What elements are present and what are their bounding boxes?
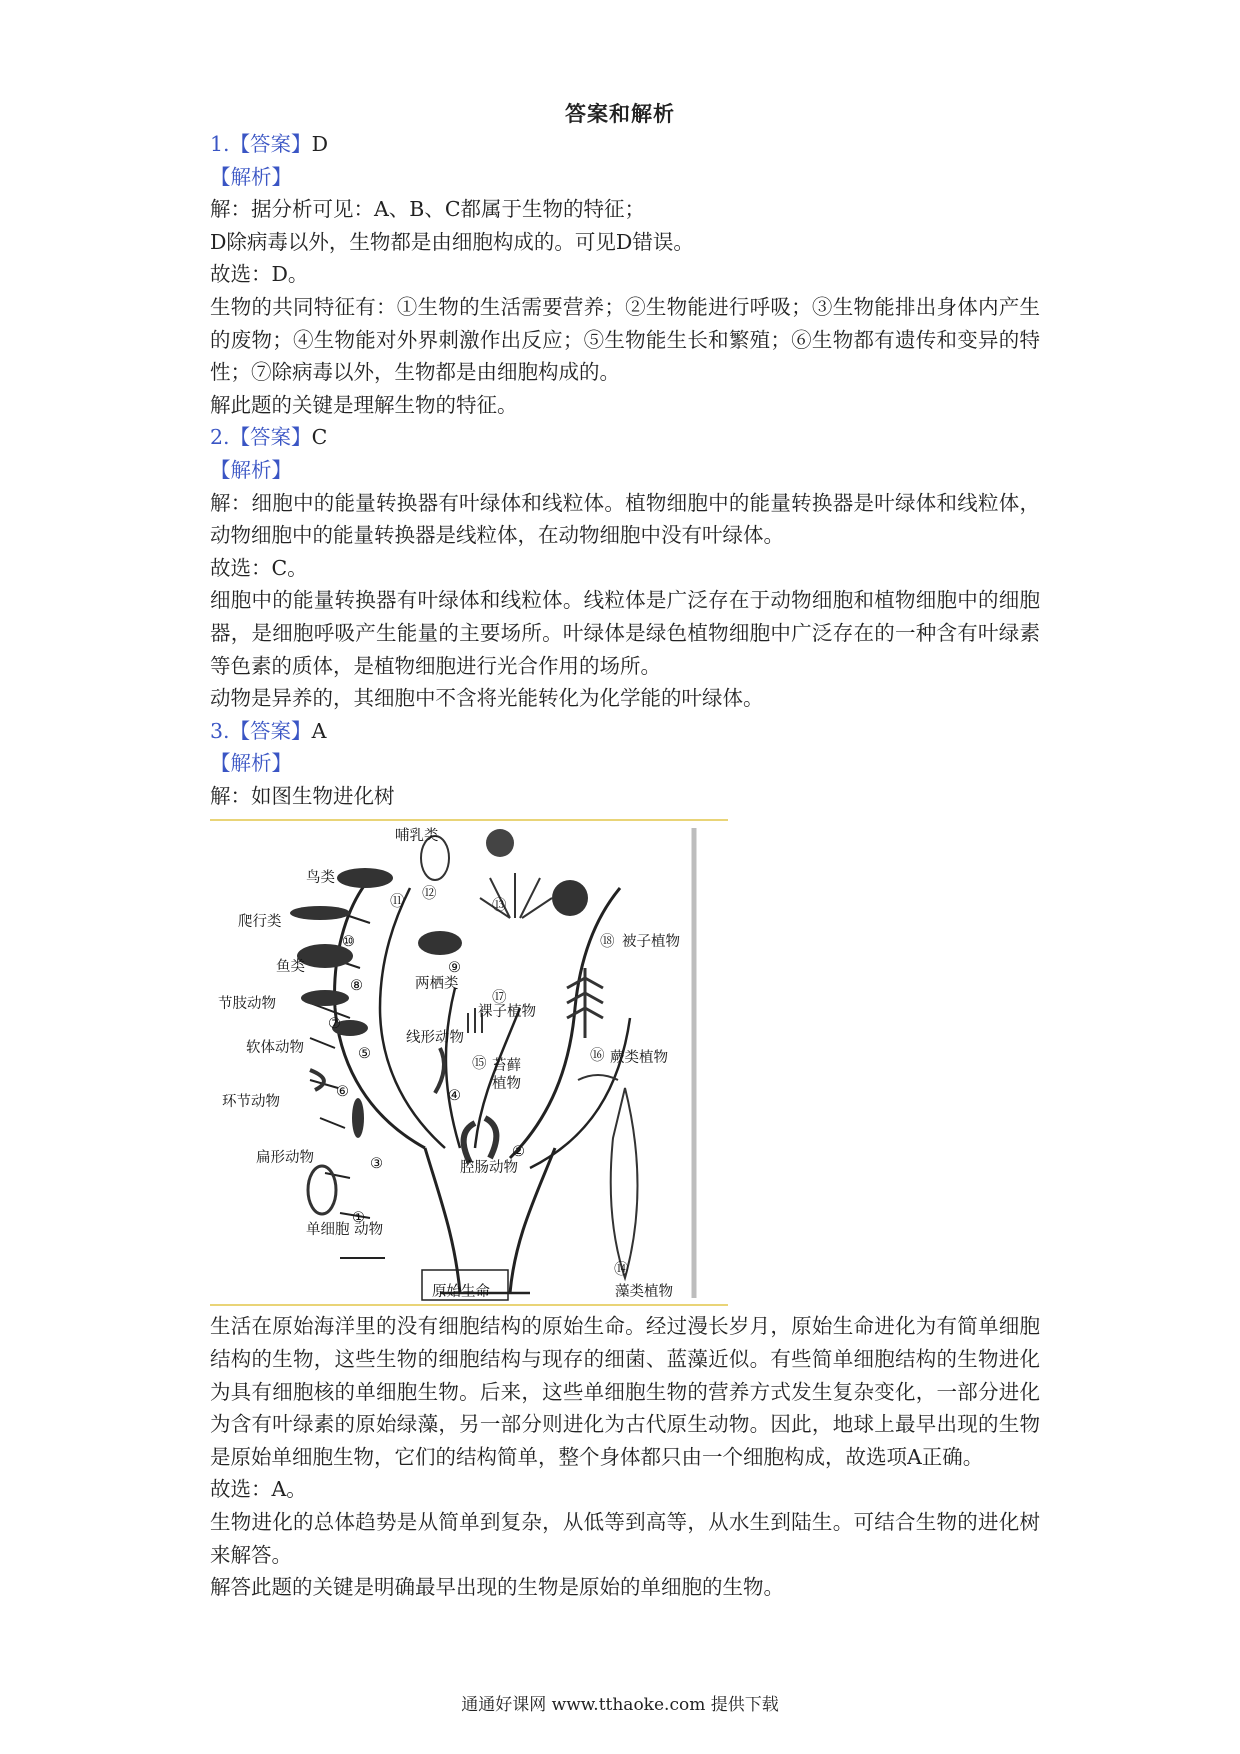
q2-text-3: 细胞中的能量转换器有叶绿体和线粒体。线粒体是广泛存在于动物细胞和植物细胞中的细胞器，是细胞呼吸产生能量的主要场所。叶绿体是绿色植物细胞中广泛存在的一种含有叶绿素等色素的质体，是植物细胞进行光合作用的场所。 [210, 588, 1040, 678]
algae-shape [611, 1088, 638, 1278]
node-number-16: ⑯ [590, 1048, 605, 1065]
node-number-4: ④ [448, 1088, 461, 1105]
node-number-9: ⑨ [448, 960, 461, 977]
q1-answer-tag: 【答案】 [229, 132, 312, 156]
middle-branch [446, 988, 460, 1148]
label-amphibian: 两栖类 [415, 976, 459, 993]
node-number-6: ⑥ [336, 1084, 349, 1101]
label-bird: 鸟类 [306, 870, 335, 887]
q3-answer-line [210, 715, 1040, 748]
q1-answer: D [311, 132, 328, 156]
node-number-7: ⑦ [328, 1016, 341, 1033]
label-fish: 鱼类 [276, 959, 305, 976]
q2-analysis-tag: 【解析】 [210, 457, 292, 482]
answer-content [210, 128, 1040, 1604]
q1-text-1: 解：据分析可见：A、B、C都属于生物的特征； [210, 197, 646, 222]
label-reptile: 爬行类 [238, 914, 282, 931]
human-shape [486, 829, 514, 857]
right-inner-branch [530, 1018, 630, 1168]
q3-number: 3. [210, 718, 230, 743]
q3-analysis-tag: 【解析】 [210, 751, 292, 776]
arthropod-shape [301, 990, 349, 1006]
label-gymnosperm: 裸子植物 [478, 1004, 536, 1021]
roundworm-shape [435, 1048, 444, 1093]
node-number-10: ⑩ [342, 934, 355, 951]
flatworm-shape [352, 1098, 364, 1138]
node-number-17: ⑰ [492, 990, 507, 1007]
evolution-tree-figure [210, 818, 728, 1308]
q1-text-5: 解此题的关键是理解生物的特征。 [210, 392, 518, 417]
q2-text-1: 解：细胞中的能量转换器有叶绿体和线粒体。植物细胞中的能量转换器是叶绿体和线粒体，动物细胞中的能量转换器是线粒体，在动物细胞中没有叶绿体。 [210, 490, 1040, 548]
label-mammal: 哺乳类 [395, 828, 439, 845]
label-protozoa: 单细胞 动物 [306, 1222, 384, 1239]
gymnosperm-shape [480, 873, 552, 918]
angiosperm-shape [552, 880, 588, 916]
q2-answer: C [311, 425, 328, 450]
bird-shape [337, 868, 393, 888]
q2-answer-line [210, 421, 1040, 454]
q1-text-4: 生物的共同特征有：①生物的生活需要营养；②生物能进行呼吸；③生物能排出身体内产生的废物；④生物能对外界刺激作出反应；⑤生物能生长和繁殖；⑥生物都有遗传和变异的特性；⑦除病毒以外，生物都是由细胞构成的。 [210, 294, 1040, 385]
q3-answer: A [311, 718, 327, 743]
reptile-shape [290, 906, 350, 920]
node-number-14: ⑭ [614, 1262, 629, 1279]
node-number-13: ⑬ [492, 898, 507, 915]
node-number-1: ① [352, 1210, 365, 1227]
q3-intro: 解：如图生物进化树 [210, 783, 395, 808]
q3-text-4: 解答此题的关键是明确最早出现的生物是原始的单细胞的生物。 [210, 1575, 784, 1600]
algae-shape-2 [578, 1075, 618, 1080]
label-arthropod: 节肢动物 [218, 996, 276, 1013]
node-number-11: ⑪ [390, 894, 405, 911]
node-number-15: ⑮ [472, 1056, 487, 1073]
q1-analysis-tag: 【解析】 [210, 164, 292, 189]
label-coelenterate: 腔肠动物 [460, 1160, 518, 1177]
q3-text-3: 生物进化的总体趋势是从简单到复杂，从低等到高等，从水生到陆生。可结合生物的进化树来解答。 [210, 1510, 1040, 1567]
node-number-3: ③ [370, 1156, 383, 1173]
label-moss-1: 苔藓 [492, 1058, 521, 1075]
label-mollusc: 软体动物 [246, 1040, 304, 1057]
label-algae: 藻类植物 [615, 1284, 673, 1301]
q1-answer-line [210, 128, 1040, 161]
label-origin: 原始生命 [432, 1284, 490, 1301]
label-flatworm: 扁形动物 [256, 1150, 314, 1167]
q3-answer-tag: 【答案】 [229, 718, 312, 743]
node-number-8: ⑧ [350, 978, 363, 995]
q1-text-3: 故选：D。 [210, 262, 309, 287]
node-number-12: ⑫ [422, 886, 437, 903]
q3-text-1: 生活在原始海洋里的没有细胞结构的原始生命。经过漫长岁月，原始生命进化为有简单细胞结构的生物，这些生物的细胞结构与现存的细菌、蓝藻近似。有些简单细胞结构的生物进化为具有细胞核的单细胞生物。后来，这些单细胞生物的营养方式发生复杂变化，一部分进化为含有叶绿素的原始绿藻，另一部分则进化为古代原生动物。因此，地球上最早出现的生物是原始单细胞生物，它们的结构简单，整个身体都只由一个细胞构成，故选项A正确。 [210, 1314, 1040, 1469]
label-roundworm: 线形动物 [406, 1030, 464, 1047]
left-inner-branch [380, 888, 445, 1148]
node-number-5: ⑤ [358, 1046, 371, 1063]
label-moss-2: 植物 [492, 1076, 521, 1093]
label-fern: 蕨类植物 [610, 1050, 668, 1067]
page-title: 答案和解析 [565, 101, 675, 126]
label-annelid: 环节动物 [222, 1094, 280, 1111]
q2-text-2: 故选：C。 [210, 555, 308, 580]
node-number-2: ② [512, 1144, 525, 1161]
q3-text-2: 故选：A。 [210, 1477, 307, 1502]
node-number-18: ⑱ [600, 934, 615, 951]
q2-answer-tag: 【答案】 [229, 425, 312, 450]
q1-text-2: D除病毒以外，生物都是由细胞构成的。可见D错误。 [210, 229, 694, 254]
q2-number: 2. [210, 425, 230, 450]
page-footer: 通通好课网 www.tthaoke.com 提供下载 [461, 1695, 779, 1715]
q1-number: 1. [210, 132, 230, 156]
q2-text-4: 动物是异养的，其细胞中不含将光能转化为化学能的叶绿体。 [210, 686, 764, 711]
label-angiosperm: 被子植物 [622, 934, 680, 951]
